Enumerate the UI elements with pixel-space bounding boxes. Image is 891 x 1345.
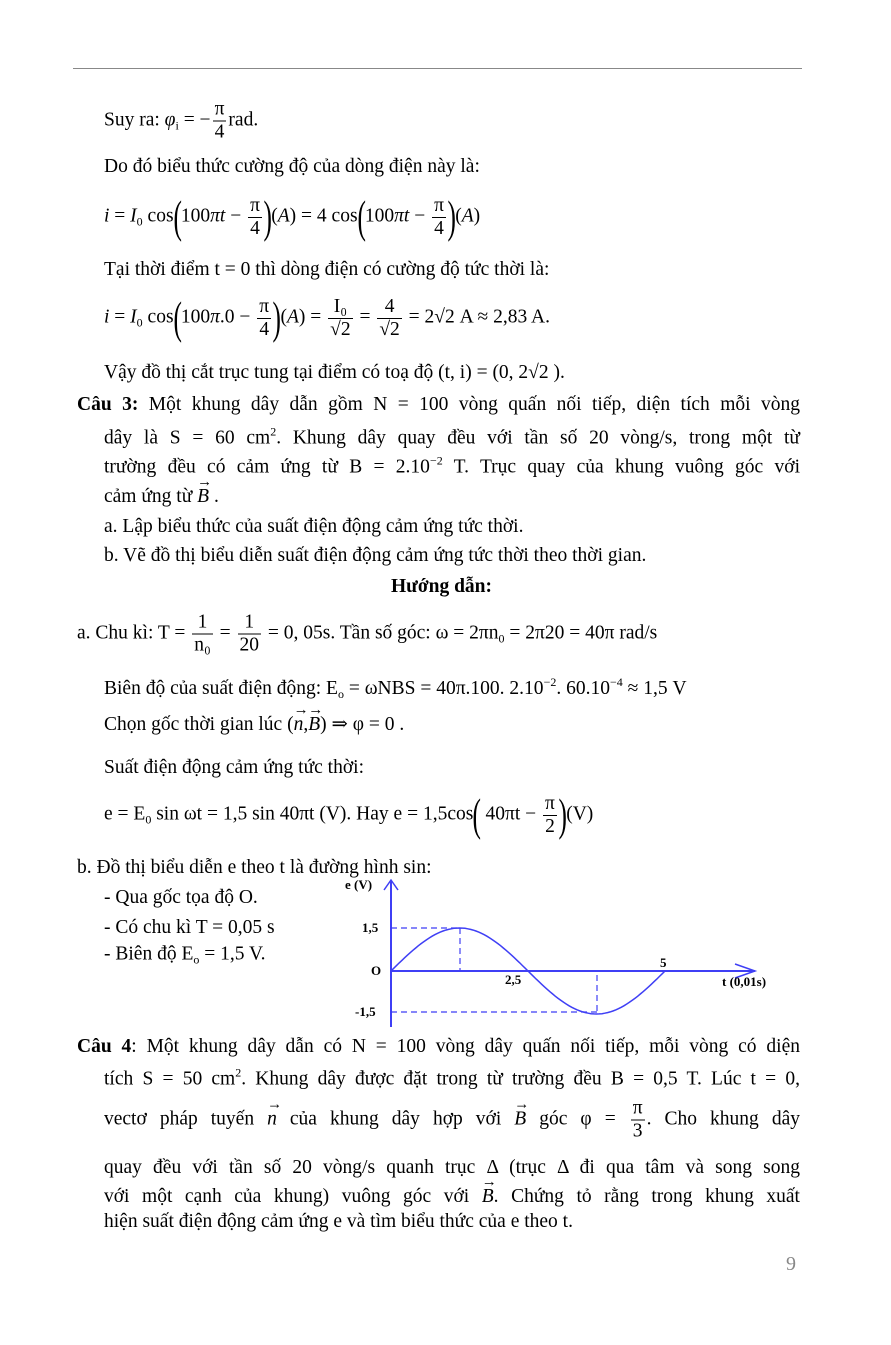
fraction-denominator: 4 xyxy=(214,121,225,143)
math-variable: πt xyxy=(394,205,410,227)
fraction-numerator: 1 xyxy=(192,612,213,635)
header-rule xyxy=(73,68,802,69)
fraction-numerator: 4 xyxy=(377,296,401,319)
text-run: vectơ pháp tuyến xyxy=(104,1108,268,1130)
text-line xyxy=(104,361,565,385)
superscript: −4 xyxy=(609,675,623,689)
math-variable: I xyxy=(130,205,137,227)
fraction xyxy=(328,296,352,341)
text-run: trường đều có cảm ứng từ B = 2.10 xyxy=(104,456,430,478)
text-run: Suất điện động cảm ứng tức thời: xyxy=(104,757,364,778)
text-run: − xyxy=(409,205,431,227)
text-run: b. Vẽ đồ thị biểu diễn suất điện động cảm ứng tức thời theo thời gian. xyxy=(104,545,647,566)
text-run: hiện suất điện động cảm ứng e và tìm biểu thức của e theo t. xyxy=(104,1211,573,1232)
fraction-numerator: π xyxy=(545,792,555,814)
question-3-part-b xyxy=(104,544,646,568)
text-run: cảm ứng từ xyxy=(104,486,198,507)
vector-symbol: → B xyxy=(308,713,320,737)
subscript: i xyxy=(175,118,179,133)
text-run: = xyxy=(214,622,236,644)
text-run: cos xyxy=(142,205,174,227)
right-paren: ) xyxy=(272,292,282,343)
text-run: Chọn gốc thời gian lúc xyxy=(104,714,288,735)
question-4-line xyxy=(104,1185,800,1209)
vector-symbol: → n xyxy=(294,713,304,737)
text-run: ) xyxy=(320,714,327,735)
fraction-numerator: 1 xyxy=(238,612,262,635)
fraction xyxy=(377,296,401,341)
bold-label: Câu 4 xyxy=(77,1036,132,1057)
math-variable: A xyxy=(461,205,474,227)
fraction-denominator: 3 xyxy=(632,1120,643,1142)
fraction-denominator: 4 xyxy=(259,318,270,340)
text-run: sin ωt = 1,5 sin 40πt (V). Hay e = 1,5cos xyxy=(151,803,474,825)
half-period-label: 2,5 xyxy=(505,972,522,987)
fraction-numerator: π xyxy=(434,194,444,216)
text-run: = xyxy=(109,306,131,328)
text-run: . 60.10 xyxy=(556,678,610,699)
solution-heading xyxy=(0,575,887,599)
formula-amplitude xyxy=(104,670,687,706)
vector-symbol: → B xyxy=(514,1107,526,1131)
text-line xyxy=(104,258,549,282)
math-variable: A xyxy=(277,205,290,227)
vector-symbol: → B xyxy=(197,485,209,509)
question-4 xyxy=(77,1035,800,1059)
text-run: ( xyxy=(287,714,294,735)
text-run: 100 xyxy=(364,205,395,227)
fraction-numerator: π xyxy=(250,194,260,216)
fraction-denominator: n₀ xyxy=(194,634,211,656)
math-variable: A xyxy=(286,306,299,328)
math-variable: πt xyxy=(210,205,226,227)
text-run: 40πt − xyxy=(480,803,542,825)
text-run: Do đó biểu thức cường độ của dòng điện này là: xyxy=(104,156,480,177)
text-run: = 0, 05s. Tần số góc: ω = 2πn xyxy=(263,622,499,644)
text-run: - Có chu kì T = 0,05 s xyxy=(104,917,275,938)
fraction-numerator: π xyxy=(259,295,270,317)
fraction xyxy=(543,793,557,838)
text-run: = − xyxy=(178,109,211,131)
superscript: 2 xyxy=(235,1065,242,1080)
formula-phase xyxy=(104,99,258,144)
text-run: 100 xyxy=(180,205,211,227)
page-number: 9 xyxy=(786,1253,796,1275)
question-4-line xyxy=(104,1210,573,1234)
text-line xyxy=(104,756,364,780)
vector-symbol: → B xyxy=(482,1185,494,1209)
period-label: 5 xyxy=(660,955,667,970)
text-run: a. Chu kì: T = xyxy=(77,622,191,644)
text-run: 100 xyxy=(180,306,211,328)
math-variable: π xyxy=(210,306,220,328)
text-run: = ωNBS = 40π.100. 2.10 xyxy=(343,678,544,699)
math-variable: i xyxy=(104,205,110,227)
subscript: 0 xyxy=(136,315,143,330)
subscript: 0 xyxy=(145,812,152,827)
text-run: ⇒ φ = 0 . xyxy=(326,714,405,735)
y-max-label: 1,5 xyxy=(362,920,379,935)
text-run: Biên độ của suất điện động: E xyxy=(104,678,338,699)
question-3 xyxy=(77,393,800,417)
fraction xyxy=(257,296,271,341)
question-4-line xyxy=(104,1098,800,1143)
text-run: dây là S = 60 cm xyxy=(104,427,271,449)
text-run: - Biên độ E xyxy=(104,943,194,965)
question-3-part-a xyxy=(104,515,523,539)
text-run: Vậy đồ thị cắt trục tung tại điểm có toạ độ (t, i) = (0, 2√2 ). xyxy=(104,362,565,383)
origin-label: O xyxy=(371,963,382,978)
emf-graph xyxy=(340,860,800,1030)
left-paren: ( xyxy=(172,191,182,242)
text-run: (V) xyxy=(566,803,594,825)
vector-symbol: → n xyxy=(267,1107,277,1131)
text-run: = xyxy=(354,306,376,328)
superscript: −2 xyxy=(543,675,557,689)
text-run: a. Lập biểu thức của suất điện động cảm ứng tức thời. xyxy=(104,516,524,537)
left-paren: ( xyxy=(356,191,366,242)
text-line xyxy=(104,713,404,737)
bullet-item xyxy=(104,916,275,940)
text-run: rad. xyxy=(228,109,259,131)
bold-label: Câu 3: xyxy=(77,394,139,415)
math-variable: φ xyxy=(164,109,176,131)
subscript: o xyxy=(193,952,200,967)
text-run: cos xyxy=(142,306,174,328)
text-run: . Chứng tỏ rằng trong khung xuất xyxy=(493,1186,800,1207)
text-run: b. Đồ thị biểu diễn e theo t là đường hình sin: xyxy=(77,857,432,878)
right-paren: ) xyxy=(263,191,272,242)
text-run: tích S = 50 cm xyxy=(104,1068,236,1090)
subscript: 0 xyxy=(498,631,505,646)
fraction-denominator: 4 xyxy=(250,217,260,239)
x-axis-label: t (0,01s) xyxy=(722,974,767,989)
fraction-denominator: √2 xyxy=(379,318,400,340)
fraction-numerator: I₀ xyxy=(328,296,352,319)
left-paren: ( xyxy=(472,789,482,840)
text-run: = 2√2 A ≈ 2,83 A. xyxy=(403,306,550,328)
text-run: góc φ = xyxy=(526,1108,629,1130)
text-run: Tại thời điểm t = 0 thì dòng điện có cường độ tức thời là: xyxy=(104,259,550,280)
bullet-item xyxy=(104,943,265,972)
bold-label: Hướng dẫn: xyxy=(390,576,493,597)
text-run: - Qua gốc tọa độ O. xyxy=(104,887,258,908)
fraction xyxy=(238,612,262,657)
right-paren: ) xyxy=(558,789,567,840)
text-run: T. Trục quay của khung vuông góc với xyxy=(442,456,800,478)
text-run: e = E xyxy=(104,803,146,825)
question-4-line xyxy=(104,1061,800,1092)
text-run: .0 − xyxy=(219,306,256,328)
subscript: o xyxy=(337,687,344,701)
fraction-denominator: 20 xyxy=(239,634,260,656)
left-paren: ( xyxy=(172,292,182,343)
text-run: = xyxy=(109,205,131,227)
text-run: ) xyxy=(473,205,481,227)
bullet-item xyxy=(104,886,258,910)
text-run: ) = xyxy=(298,306,327,328)
text-run: quay đều với tần số 20 vòng/s quanh trục Δ (trục Δ đi qua tâm và song song xyxy=(104,1157,800,1178)
fraction-denominator: √2 xyxy=(330,318,351,340)
question-3-line xyxy=(104,485,219,509)
fraction-denominator: 2 xyxy=(545,815,555,837)
question-3-line xyxy=(104,420,800,451)
formula-current xyxy=(104,191,481,242)
formula-period xyxy=(77,612,657,657)
subscript: 0 xyxy=(136,214,143,229)
math-variable: I xyxy=(130,306,137,328)
y-axis-label: e (V) xyxy=(345,877,373,892)
fraction xyxy=(192,612,213,657)
text-run: = 2π20 = 40π rad/s xyxy=(504,622,658,644)
text-run: . Khung dây quay đều với tần số 20 vòng/s, trong một từ xyxy=(276,427,800,449)
text-run: ) = 4 cos xyxy=(289,205,358,227)
fraction-numerator: π xyxy=(214,98,225,120)
text-run: của khung dây hợp với xyxy=(276,1108,515,1130)
text-run: . xyxy=(209,486,219,507)
text-run: với một cạnh của khung) vuông góc với xyxy=(104,1186,482,1207)
formula-current-t0 xyxy=(104,292,550,343)
text-run: . Cho khung dây xyxy=(646,1108,800,1130)
text-run: ( xyxy=(455,205,462,227)
text-run: : Một khung dây dẫn có N = 100 vòng dây quấn nối tiếp, mỗi vòng có diện xyxy=(131,1036,800,1057)
question-4-line xyxy=(104,1156,800,1180)
fraction-denominator: 4 xyxy=(434,217,444,239)
text-run: Một khung dây dẫn gồm N = 100 vòng quấn nối tiếp, diện tích mỗi vòng xyxy=(138,394,800,415)
text-line xyxy=(104,155,480,179)
text-run: = 1,5 V. xyxy=(199,943,266,965)
text-run: , xyxy=(303,714,309,735)
superscript: 2 xyxy=(270,424,277,439)
superscript: −2 xyxy=(429,453,443,468)
text-run: − xyxy=(225,205,247,227)
y-min-label: -1,5 xyxy=(355,1004,376,1019)
fraction xyxy=(248,195,262,240)
text-run: Suy ra: xyxy=(104,109,165,131)
formula-emf xyxy=(104,789,594,840)
fraction xyxy=(432,195,446,240)
fraction xyxy=(213,99,227,144)
text-run: ≈ 1,5 V xyxy=(622,678,687,699)
text-run: ( xyxy=(271,205,278,227)
right-paren: ) xyxy=(447,191,456,242)
text-run: . Khung dây được đặt trong từ trường đều B = 0,5 T. Lúc t = 0, xyxy=(241,1068,800,1090)
fraction xyxy=(631,1098,645,1143)
math-variable: i xyxy=(104,306,110,328)
fraction-numerator: π xyxy=(632,1097,643,1119)
text-run: ( xyxy=(280,306,287,328)
